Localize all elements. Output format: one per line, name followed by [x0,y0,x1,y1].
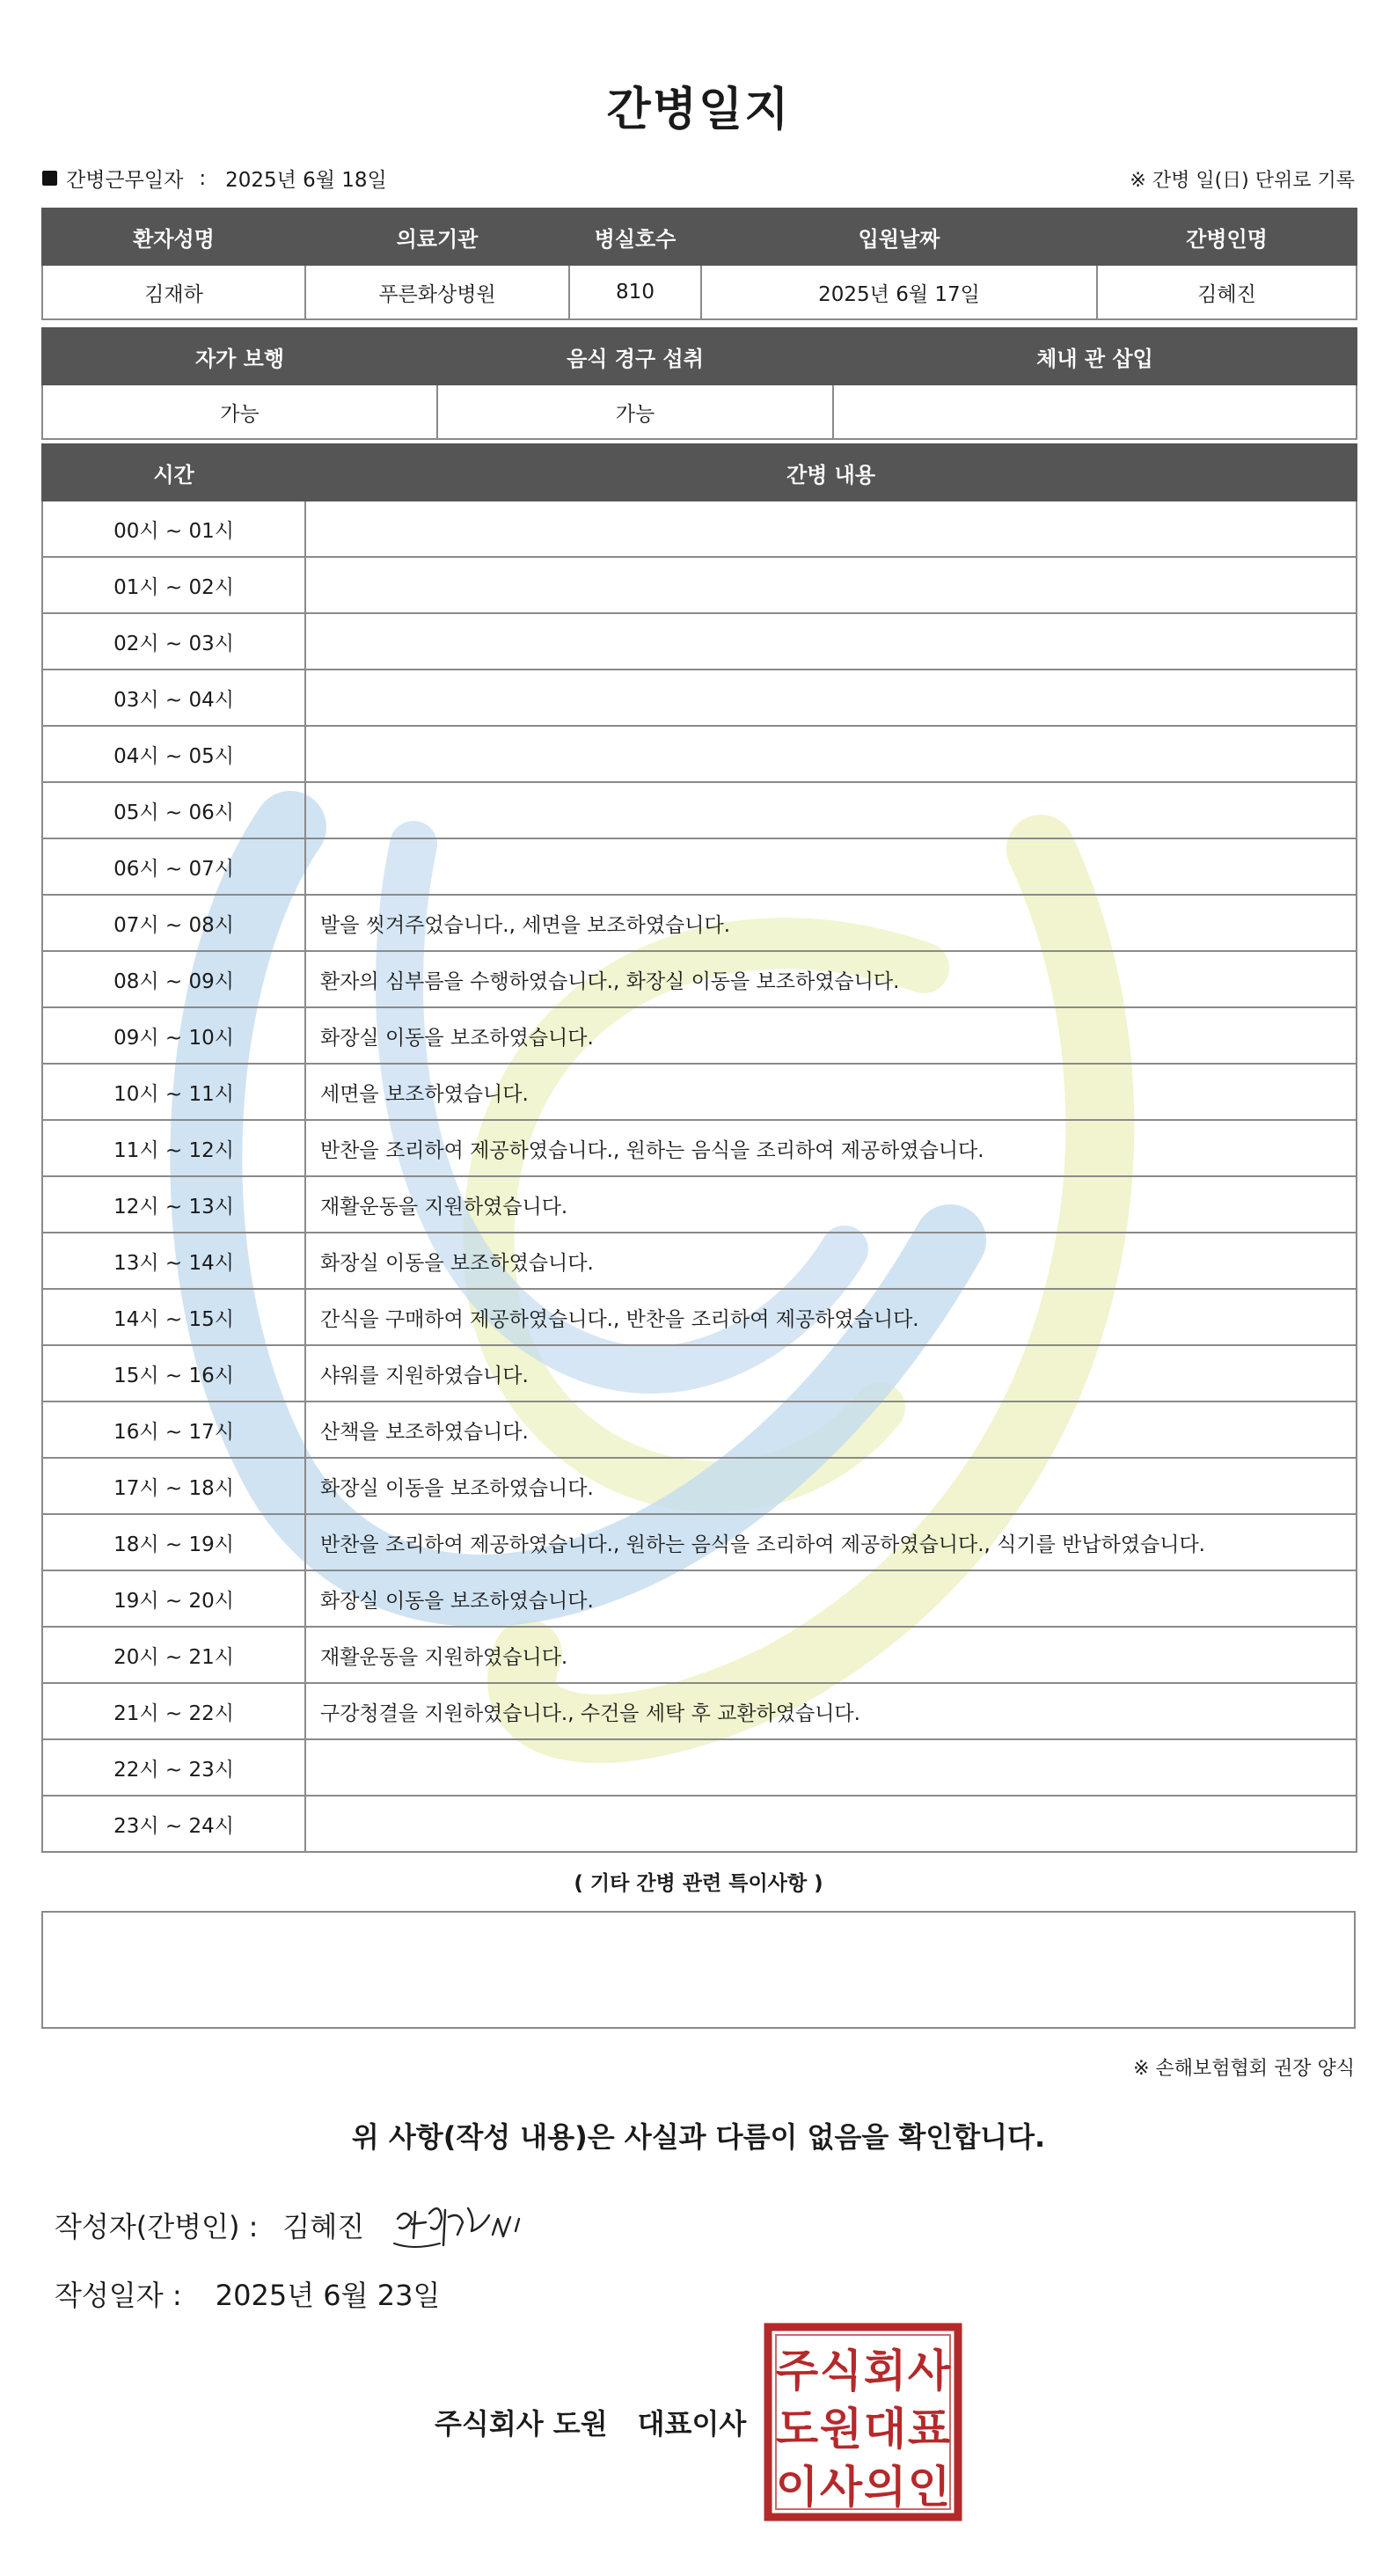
care-content-cell: 재활운동을 지원하였습니다. [305,1176,1357,1233]
seal-character: 표 [907,2404,951,2455]
table-row [42,1739,1357,1796]
hospital-name: 푸른화상병원 [305,265,569,319]
header-oral-intake: 음식 경구 섭취 [437,328,833,384]
written-date-label: 작성일자 : [55,2279,182,2312]
header-self-walking: 자가 보행 [42,328,437,384]
header-tube-insertion: 체내 관 삽입 [833,328,1357,384]
log-body [42,501,1357,1852]
table-row [42,557,1357,613]
writer-name: 김혜진 [282,2210,365,2243]
table-row [42,1120,1357,1176]
patient-header-row [42,209,1357,265]
seal-character: 주 [775,2345,819,2397]
table-row [42,1233,1357,1289]
seal-character: 식 [819,2345,863,2397]
company-name: 주식회사 도원 [435,2407,608,2441]
table-row [42,951,1357,1007]
company-seal-stamp [764,2323,962,2521]
time-cell: 06시 ~ 07시 [42,838,305,895]
time-cell: 15시 ~ 16시 [42,1345,305,1401]
company-signature-line [435,2402,746,2442]
time-cell: 08시 ~ 09시 [42,951,305,1007]
written-date-value: 2025년 6월 23일 [215,2279,441,2312]
work-date-label: 간병근무일자 [66,169,184,192]
care-content-cell [305,726,1357,782]
time-cell: 04시 ~ 05시 [42,726,305,782]
table-row [42,838,1357,895]
care-content-cell [305,613,1357,670]
room-number: 810 [569,265,701,319]
care-content-cell: 간식을 구매하여 제공하였습니다., 반찬을 조리하여 제공하였습니다. [305,1289,1357,1345]
seal-character: 이 [775,2462,819,2513]
care-content-cell: 반찬을 조리하여 제공하였습니다., 원하는 음식을 조리하여 제공하였습니다., 식기를 반납하였습니다. [305,1514,1357,1570]
written-date-line [55,2273,440,2314]
table-row [42,1627,1357,1683]
tube-insertion-value [833,384,1357,439]
time-cell: 00시 ~ 01시 [42,501,305,557]
bullet-square-icon [42,171,57,186]
seal-character: 대 [863,2404,907,2455]
caregiver-name: 김혜진 [1097,265,1357,319]
self-walking-value: 가능 [42,384,437,439]
table-row [42,1007,1357,1064]
table-row [42,1064,1357,1120]
admission-date: 2025년 6월 17일 [701,265,1097,319]
work-date-line [42,164,387,193]
time-cell: 18시 ~ 19시 [42,1514,305,1570]
time-cell: 19시 ~ 20시 [42,1570,305,1627]
header-admission-date: 입원날짜 [701,209,1097,265]
time-cell: 01시 ~ 02시 [42,557,305,613]
table-row [42,1796,1357,1852]
time-cell: 22시 ~ 23시 [42,1739,305,1796]
care-content-cell [305,501,1357,557]
care-content-cell: 화장실 이동을 보조하였습니다. [305,1570,1357,1627]
time-cell: 23시 ~ 24시 [42,1796,305,1852]
table-row [42,1345,1357,1401]
table-row [42,1683,1357,1739]
seal-character: 도 [775,2404,819,2455]
notes-title: ( 기타 간병 관련 특이사항 ) [574,1872,823,1895]
seal-character: 사 [907,2345,951,2397]
company-title: 대표이사 [637,2407,747,2441]
handwritten-signature [387,2192,545,2263]
work-date-value: 2025년 6월 18일 [225,169,387,192]
time-cell: 09시 ~ 10시 [42,1007,305,1064]
writer-label: 작성자(간병인) : [55,2210,259,2243]
time-cell: 10시 ~ 11시 [42,1064,305,1120]
oral-intake-value: 가능 [437,384,833,439]
seal-character: 원 [819,2404,863,2455]
time-cell: 16시 ~ 17시 [42,1401,305,1458]
page-title: 간병일지 [606,84,791,136]
time-cell: 05시 ~ 06시 [42,782,305,838]
time-cell: 20시 ~ 21시 [42,1627,305,1683]
seal-character: 의 [863,2462,907,2513]
seal-character: 인 [907,2462,951,2513]
care-content-cell: 발을 씻겨주었습니다., 세면을 보조하였습니다. [305,895,1357,951]
table-row [42,501,1357,557]
care-content-cell: 재활운동을 지원하였습니다. [305,1627,1357,1683]
log-header-row [42,444,1357,501]
time-cell: 11시 ~ 12시 [42,1120,305,1176]
writer-line [55,2205,364,2245]
care-content-cell [305,1796,1357,1852]
table-row [42,1401,1357,1458]
table-row [42,1514,1357,1570]
care-content-cell [305,670,1357,726]
header-room: 병실호수 [569,209,701,265]
header-hospital: 의료기관 [305,209,569,265]
care-content-cell: 화장실 이동을 보조하였습니다. [305,1233,1357,1289]
care-content-cell: 산책을 보조하였습니다. [305,1401,1357,1458]
table-row [42,613,1357,670]
table-row [42,1176,1357,1233]
time-cell: 02시 ~ 03시 [42,613,305,670]
header-time: 시간 [42,444,305,501]
notes-box [41,1911,1356,2029]
patient-value-row [42,265,1357,319]
care-content-cell: 구강청결을 지원하였습니다., 수건을 세탁 후 교환하였습니다. [305,1683,1357,1739]
confirmation-statement: 위 사항(작성 내용)은 사실과 다름이 없음을 확인합니다. [351,2120,1046,2154]
care-content-cell: 화장실 이동을 보조하였습니다. [305,1007,1357,1064]
work-date-colon: : [199,166,207,190]
patient-status-table [41,327,1357,440]
care-content-cell: 세면을 보조하였습니다. [305,1064,1357,1120]
patient-name: 김재하 [42,265,305,319]
header-caregiver: 간병인명 [1097,209,1357,265]
care-content-cell [305,782,1357,838]
seal-character: 사 [819,2462,863,2513]
unit-note: ※ 간병 일(日) 단위로 기록 [1130,170,1355,192]
time-cell: 17시 ~ 18시 [42,1458,305,1514]
status-value-row [42,384,1357,439]
care-content-cell [305,838,1357,895]
care-content-cell: 환자의 심부름을 수행하였습니다., 화장실 이동을 보조하였습니다. [305,951,1357,1007]
table-row [42,670,1357,726]
care-log-table [41,443,1357,1853]
patient-info-table [41,208,1357,320]
table-row [42,1458,1357,1514]
time-cell: 21시 ~ 22시 [42,1683,305,1739]
table-row [42,1570,1357,1627]
care-content-cell [305,557,1357,613]
time-cell: 03시 ~ 04시 [42,670,305,726]
table-row [42,895,1357,951]
table-row [42,726,1357,782]
header-care-content: 간병 내용 [305,444,1357,501]
form-source-note: ※ 손해보험협회 권장 양식 [1133,2058,1355,2080]
seal-character: 회 [863,2345,907,2397]
care-content-cell [305,1739,1357,1796]
time-cell: 14시 ~ 15시 [42,1289,305,1345]
time-cell: 13시 ~ 14시 [42,1233,305,1289]
care-content-cell: 반찬을 조리하여 제공하였습니다., 원하는 음식을 조리하여 제공하였습니다. [305,1120,1357,1176]
table-row [42,782,1357,838]
time-cell: 12시 ~ 13시 [42,1176,305,1233]
care-content-cell: 샤워를 지원하였습니다. [305,1345,1357,1401]
table-row [42,1289,1357,1345]
time-cell: 07시 ~ 08시 [42,895,305,951]
header-patient-name: 환자성명 [42,209,305,265]
status-header-row [42,328,1357,384]
care-content-cell: 화장실 이동을 보조하였습니다. [305,1458,1357,1514]
